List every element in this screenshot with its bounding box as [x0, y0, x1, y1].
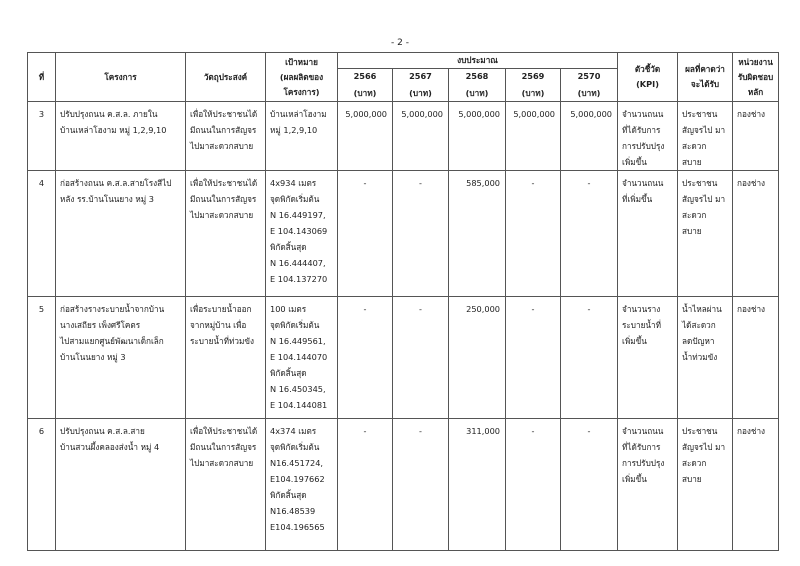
budget-2570: 5,000,000 [561, 102, 618, 171]
project-name [56, 297, 186, 419]
project-line: หลัง รร.บ้านโนนยาง หมู่ 3 [60, 194, 154, 204]
target-line: E 104.143069 [270, 226, 328, 236]
target-line: บ้านเหล่าโฮงาม [270, 109, 327, 119]
target-line: N 16.444407, [270, 258, 326, 268]
header-kpi-line: (KPI) [636, 79, 659, 89]
expected-result [678, 297, 733, 419]
result-line: สบาย [682, 474, 702, 484]
project-line: ไปสามแยกศูนย์พัฒนาเด็กเล็ก [60, 336, 164, 346]
kpi-line: ระบายน้ำที่ [622, 320, 661, 330]
header-expected-result [678, 53, 733, 102]
header-objective: วัตถุประสงค์ [186, 53, 266, 102]
result-line: สะดวก [682, 141, 707, 151]
kpi-line: จำนวนถนน [622, 426, 664, 436]
kpi [618, 419, 678, 551]
project-name [56, 102, 186, 171]
budget-2569: 5,000,000 [506, 102, 561, 171]
budget-2567: - [393, 419, 449, 551]
header-target [266, 53, 338, 102]
budget-2568: 5,000,000 [449, 102, 506, 171]
header-project: โครงการ [56, 53, 186, 102]
objective-line: มีถนนในการสัญจร [190, 125, 257, 135]
target-line: จุดพิกัดเริ่มต้น [270, 194, 320, 204]
unit-label: (บาท) [353, 88, 377, 98]
kpi-line: จำนวนถนน [622, 178, 664, 188]
target-line: 4x374 เมตร [270, 426, 317, 436]
result-line: สบาย [682, 157, 702, 167]
objective [186, 419, 266, 551]
result-line: น้ำท่วมขัง [682, 352, 718, 362]
result-line: สัญจรไป มา [682, 125, 726, 135]
result-line: ลดปัญหา [682, 336, 715, 346]
result-line: สัญจรไป มา [682, 194, 726, 204]
kpi [618, 297, 678, 419]
unit-label: (บาท) [409, 88, 432, 98]
kpi-line: จำนวนถนน [622, 109, 664, 119]
budget-2566: - [338, 419, 393, 551]
target [266, 297, 338, 419]
header-kpi-line: ตัวชี้วัด [634, 64, 661, 74]
objective-line: มีถนนในการสัญจร [190, 442, 257, 452]
project-line: นางเสถียร เพ็งศรีโคตร [60, 320, 141, 330]
agency: กองช่าง [733, 297, 779, 419]
target-line: E 104.137270 [270, 274, 328, 284]
objective-line: มีถนนในการสัญจร [190, 194, 257, 204]
header-year-2567 [393, 69, 449, 102]
kpi-line: ที่ได้รับการ [622, 125, 661, 135]
objective-line: เพื่อระบายน้ำออก [190, 304, 252, 314]
project-line: บ้านโนนยาง หมู่ 3 [60, 352, 126, 362]
table-row [28, 102, 779, 171]
objective-line: ระบายน้ำที่ท่วมขัง [190, 336, 254, 346]
target-line: พิกัดสิ้นสุด [270, 368, 307, 378]
result-line: ประชาชน [682, 178, 718, 188]
target-line: จุดพิกัดเริ่มต้น [270, 442, 320, 452]
objective-line: ไปมาสะดวกสบาย [190, 210, 254, 220]
agency: กองช่าง [733, 102, 779, 171]
result-line: น้ำไหลผ่าน [682, 304, 722, 314]
kpi [618, 171, 678, 297]
result-line: สัญจรไป มา [682, 442, 726, 452]
header-target-line: เป้าหมาย [285, 56, 318, 67]
row-number: 6 [28, 419, 56, 551]
kpi [618, 102, 678, 171]
header-budget: งบประมาณ [338, 53, 618, 69]
budget-2567: - [393, 297, 449, 419]
objective-line: เพื่อให้ประชาชนได้ [190, 426, 258, 436]
header-result-line: จะได้รับ [690, 79, 720, 89]
kpi-line: การปรับปรุง [622, 141, 665, 151]
year-label: 2570 [577, 71, 601, 81]
project-line: ปรับปรุงถนน ค.ส.ล.สาย [60, 426, 145, 436]
target-line: N16.48539 [270, 506, 316, 516]
header-agency-line: หลัก [747, 86, 764, 97]
expected-result [678, 419, 733, 551]
agency: กองช่าง [733, 419, 779, 551]
budget-2569: - [506, 419, 561, 551]
target-line: N 16.449197, [270, 210, 326, 220]
budget-2566: 5,000,000 [338, 102, 393, 171]
objective [186, 297, 266, 419]
header-kpi [618, 53, 678, 102]
project-line: ปรับปรุงถนน ค.ส.ล. ภายใน [60, 109, 158, 119]
budget-2569: - [506, 297, 561, 419]
budget-2570: - [561, 297, 618, 419]
kpi-line: ที่เพิ่มขึ้น [622, 194, 653, 204]
expected-result [678, 102, 733, 171]
row-number: 3 [28, 102, 56, 171]
objective-line: ไปมาสะดวกสบาย [190, 141, 254, 151]
budget-2568: 585,000 [449, 171, 506, 297]
kpi-line: ที่ได้รับการ [622, 442, 661, 452]
target-line: N16.451724, [270, 458, 324, 468]
objective-line: เพื่อให้ประชาชนได้ [190, 109, 258, 119]
kpi-line: จำนวนราง [622, 304, 661, 314]
budget-2569: - [506, 171, 561, 297]
table-row [28, 419, 779, 551]
budget-2568: 311,000 [449, 419, 506, 551]
table-row [28, 171, 779, 297]
kpi-line: การปรับปรุง [622, 458, 665, 468]
header-target-line: โครงการ) [283, 86, 320, 97]
header-year-2566 [338, 69, 393, 102]
kpi-line: เพิ่มขึ้น [622, 157, 647, 167]
objective-line: ไปมาสะดวกสบาย [190, 458, 254, 468]
table-header [28, 53, 779, 102]
header-year-2570 [561, 69, 618, 102]
header-year-2568 [449, 69, 506, 102]
target-line: N 16.449561, [270, 336, 326, 346]
target-line: จุดพิกัดเริ่มต้น [270, 320, 320, 330]
budget-2567: 5,000,000 [393, 102, 449, 171]
target-line: พิกัดสิ้นสุด [270, 490, 307, 500]
target-line: N 16.450345, [270, 384, 326, 394]
project-line: บ้านสวนผึ้งคลองส่งน้ำ หมู่ 4 [60, 442, 160, 452]
objective-line: จากหมู่บ้าน เพื่อ [190, 320, 247, 330]
target-line: E 104.144081 [270, 400, 328, 410]
budget-2570: - [561, 171, 618, 297]
agency: กองช่าง [733, 171, 779, 297]
budget-2568: 250,000 [449, 297, 506, 419]
unit-label: (บาท) [465, 88, 489, 98]
header-agency-line: หน่วยงาน [738, 56, 773, 67]
table-row [28, 297, 779, 419]
target-line: หมู่ 1,2,9,10 [270, 125, 318, 135]
target-line: 100 เมตร [270, 304, 307, 314]
target-line: พิกัดสิ้นสุด [270, 242, 307, 252]
target [266, 419, 338, 551]
target-line: E 104.144070 [270, 352, 328, 362]
budget-2566: - [338, 297, 393, 419]
result-line: สะดวก [682, 210, 707, 220]
unit-label: (บาท) [577, 88, 601, 98]
kpi-line: เพิ่มขึ้น [622, 474, 647, 484]
objective [186, 102, 266, 171]
page-number: - 2 - [391, 38, 409, 48]
objective [186, 171, 266, 297]
year-label: 2566 [353, 71, 377, 81]
header-target-line: (ผลผลิตของ [279, 71, 324, 82]
result-line: ได้สะดวก [682, 320, 716, 330]
project-table [27, 52, 779, 551]
kpi-line: เพิ่มขึ้น [622, 336, 647, 346]
project-line: ก่อสร้างรางระบายน้ำจากบ้าน [60, 304, 165, 314]
result-line: ประชาชน [682, 109, 718, 119]
target-line: 4x934 เมตร [270, 178, 317, 188]
header-year-2569 [506, 69, 561, 102]
target-line: E104.197662 [270, 474, 325, 484]
table-body [28, 102, 779, 551]
project-name [56, 171, 186, 297]
budget-2567: - [393, 171, 449, 297]
project-name [56, 419, 186, 551]
header-agency [733, 53, 779, 102]
target-line: E104.196565 [270, 522, 325, 532]
objective-line: เพื่อให้ประชาชนได้ [190, 178, 258, 188]
expected-result [678, 171, 733, 297]
target [266, 171, 338, 297]
budget-2566: - [338, 171, 393, 297]
result-line: สบาย [682, 226, 702, 236]
year-label: 2568 [465, 71, 489, 81]
year-label: 2567 [409, 71, 432, 81]
project-line: ก่อสร้างถนน ค.ส.ล.สายโรงสีไป [60, 178, 172, 188]
header-agency-line: รับผิดชอบ [737, 71, 774, 82]
target [266, 102, 338, 171]
year-label: 2569 [521, 71, 545, 81]
budget-2570: - [561, 419, 618, 551]
row-number: 5 [28, 297, 56, 419]
unit-label: (บาท) [521, 88, 545, 98]
result-line: สะดวก [682, 458, 707, 468]
result-line: ประชาชน [682, 426, 718, 436]
project-line: บ้านเหล่าโฮงาม หมู่ 1,2,9,10 [60, 125, 167, 135]
header-result-line: ผลที่คาดว่า [685, 64, 725, 74]
row-number: 4 [28, 171, 56, 297]
header-no: ที่ [28, 53, 56, 102]
